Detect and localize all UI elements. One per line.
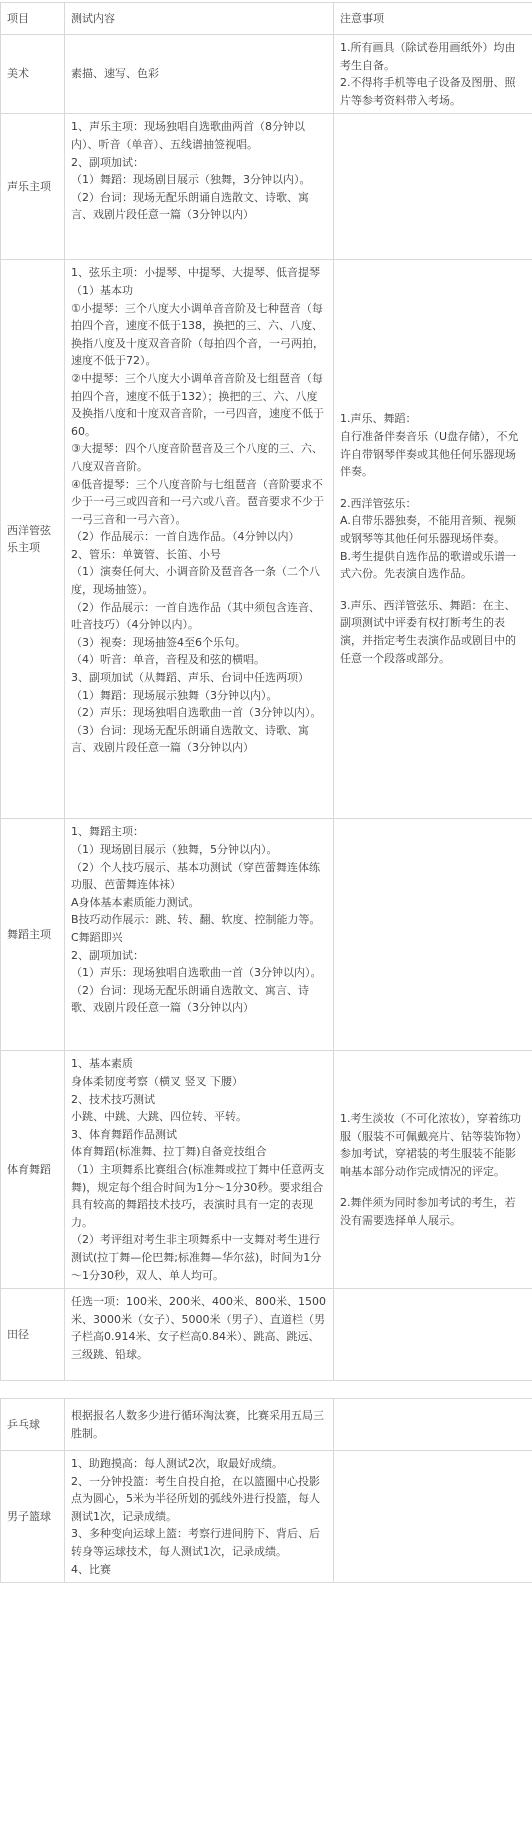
content-line: （2）台词：现场无配乐朗诵自选散文、寓言、诗歌、戏剧片段任意一篇（3分钟以内） xyxy=(71,983,309,1015)
content-cell xyxy=(65,819,334,1051)
subject-cell: 声乐主项 xyxy=(1,114,65,260)
content-line: 1、助跑摸高：每人测试2次，取最好成绩。 xyxy=(71,1457,283,1470)
table-row-art xyxy=(1,35,532,114)
content-line: 2、一分钟投篮：考生自投自抢，在以篮圈中心投影点为圆心，5米为半径所划的弧线外进行投篮，每人测试1次，记录成绩。 xyxy=(71,1474,320,1523)
subject-cell: 体育舞蹈 xyxy=(1,1051,65,1289)
notes-cell xyxy=(334,1289,532,1381)
content-line: （2）作品展示：一首自选作品（其中须包含连音、吐音技巧）（4分钟以内）。 xyxy=(71,600,320,632)
notes-cell xyxy=(334,35,532,114)
note-line: 3.声乐、西洋管弦乐、舞蹈：在主、副项测试中评委有权打断考生的表演，并指定考生表演作品或剧目中的任意一个段落或部分。 xyxy=(340,598,516,665)
content-line: （2）个人技巧展示、基本功测试（穿芭蕾舞连体练功服、芭蕾舞连体袜） xyxy=(71,860,320,892)
content-line: 2、副项加试： xyxy=(71,948,144,962)
note-line: 2.舞伴须为同时参加考试的考生，若没有需要选择单人展示。 xyxy=(340,1196,516,1227)
table-row-table-tennis xyxy=(1,1399,532,1451)
content-line: ①小提琴：三个八度大小调单音音阶及七种琶音（每拍四个音，速度不低于138，换把的三、六、八度、换指八度及十度双音音阶（每拍四个音，一弓两拍，速度不低于72）。 xyxy=(71,301,324,368)
note-line: 1.考生淡妆（不可化浓妆），穿着练功服（服装不可佩戴亮片、钻等装饰物）参加考试，穿裙装的考生服装不能影响基本部分动作完成情况的评定。 xyxy=(340,1111,522,1178)
header-notes: 注意事项 xyxy=(334,3,532,35)
content-line: （1）演奏任何大、小调音阶及琶音各一条（二个八度，现场抽签）。 xyxy=(71,565,320,597)
content-line: ③大提琴：四个八度音阶琶音及三个八度的三、六、八度双音音阶。 xyxy=(71,442,323,473)
exam-requirements-table xyxy=(0,2,532,1381)
table-row-track xyxy=(1,1289,532,1381)
content-cell xyxy=(65,35,334,114)
content-line: 2、技术技巧测试 xyxy=(71,1092,155,1106)
content-cell xyxy=(65,1289,334,1381)
content-line: 身体柔韧度考察（横叉 竖叉 下腰） xyxy=(71,1074,243,1088)
table-row-sport-dance xyxy=(1,1051,532,1289)
notes-cell xyxy=(334,114,532,260)
subject-cell: 美术 xyxy=(1,35,65,114)
content-line: ④低音提琴：三个八度音阶与七组琶音（音阶要求不少于一弓三或四音和一弓六或八音。琶音要求不少于一弓三音和一弓六音）。 xyxy=(71,477,324,526)
note-line: 1.所有画具（除试卷用画纸外）均由考生自备。 xyxy=(340,41,516,72)
notes-cell xyxy=(334,1051,532,1289)
notes-cell xyxy=(334,1399,532,1451)
table-row-vocal xyxy=(1,114,532,260)
content-line: 任选一项：100米、200米、400米、800米、1500米、3000米（女子）、5000米（男子）、直道栏（男子栏高0.914米、女子栏高0.84米）、跳高、跳远、三级跳、铅球。 xyxy=(71,1295,326,1361)
content-line: 根据报名人数多少进行循环淘汰赛，比赛采用五局三胜制。 xyxy=(71,1408,324,1440)
content-line: 小跳、中跳、大跳、四位转、平转。 xyxy=(71,1110,247,1124)
content-line: （1）主项舞系比赛组合(标准舞或拉丁舞中任意两支舞)，规定每个组合时间为1分～1分30秒。要求组合具有较高的舞蹈技术技巧，表演时具有一定的表现力。 xyxy=(71,1162,325,1229)
content-line: 4、比赛 xyxy=(71,1562,111,1576)
table-row-basketball xyxy=(1,1451,532,1583)
subject-cell: 西洋管弦乐主项 xyxy=(1,260,65,819)
table-row-orchestra xyxy=(1,260,532,819)
subject-cell: 男子篮球 xyxy=(1,1451,65,1583)
note-line: 2.不得将手机等电子设备及图册、照片等参考资料带入考场。 xyxy=(340,76,516,107)
content-line: （3）视奏：现场抽签4至6个乐句。 xyxy=(71,635,246,649)
content-line: 2、管乐：单簧管、长笛、小号 xyxy=(71,547,221,561)
content-line: 3、副项加试（从舞蹈、声乐、台词中任选两项） xyxy=(71,671,309,685)
header-subject: 项目 xyxy=(1,3,65,35)
content-line: （4）听音：单音，音程及和弦的横唱。 xyxy=(71,653,265,667)
subject-cell: 舞蹈主项 xyxy=(1,819,65,1051)
content-cell xyxy=(65,114,334,260)
content-cell xyxy=(65,1451,334,1583)
content-cell xyxy=(65,260,334,819)
content-line: 2、副项加试： xyxy=(71,155,144,169)
content-line: B技巧动作展示：跳、转、翻、软度、控制能力等。 xyxy=(71,913,321,927)
content-line: 1、基本素质 xyxy=(71,1057,133,1071)
content-line: 体育舞蹈(标准舞、拉丁舞)自备竞技组合 xyxy=(71,1145,267,1159)
content-line: 1、声乐主项：现场独唱自选歌曲两首（8分钟以内）、听音（单音）、五线谱抽签视唱。 xyxy=(71,120,305,151)
note-line: A.自带乐器独奏，不能用音频、视频或钢琴等其他任何乐器现场伴奏。 xyxy=(340,514,516,545)
note-line: 1.声乐、舞蹈： xyxy=(340,412,417,426)
content-line: （2）作品展示：一首自选作品。（4分钟以内） xyxy=(71,530,300,544)
content-line: （3）台词：现场无配乐朗诵自选散文、诗歌、寓言、戏剧片段任意一篇（3分钟以内） xyxy=(71,723,309,755)
content-line: （1）声乐：现场独唱自选歌曲一首（3分钟以内）。 xyxy=(71,966,322,980)
content-line: （1）现场剧目展示（独舞，5分钟以内）。 xyxy=(71,842,278,856)
content-line: C舞蹈即兴 xyxy=(71,930,123,944)
content-line: （2）声乐：现场独唱自选歌曲一首（3分钟以内）。 xyxy=(71,706,322,720)
notes-cell xyxy=(334,1451,532,1583)
content-line: 3、体育舞蹈作品测试 xyxy=(71,1127,177,1141)
content-line: （1）基本功 xyxy=(71,283,133,297)
content-line: （1）舞蹈：现场展示独舞（3分钟以内）。 xyxy=(71,688,278,702)
notes-cell xyxy=(334,260,532,819)
table-row-dance xyxy=(1,819,532,1051)
content-line: ②中提琴：三个八度大小调单音音阶及七组琶音（每拍四个音，速度不低于132）；换把的三、六、八度及换指八度和十度双音音阶，一弓四音，速度不低于60。 xyxy=(71,371,324,438)
content-line: 素描、速写、色彩 xyxy=(71,67,159,81)
content-line: 3、多种变向运球上篮：考察行进间胯下、背后、后转身等运球技术，每人测试1次，记录成绩。 xyxy=(71,1527,320,1558)
exam-requirements-table-continued xyxy=(0,1398,532,1583)
content-line: （2）考评组对考生非主项舞系中一支舞对考生进行测试(拉丁舞—伦巴舞;标准舞—华尔兹)，时间为1分～1分30秒，双人、单人均可。 xyxy=(71,1233,322,1282)
content-line: A身体基本素质能力测试。 xyxy=(71,895,200,909)
note-line: B.考生提供自选作品的歌谱或乐谱一式六份。先表演自选作品。 xyxy=(340,549,517,581)
table-header-row xyxy=(1,3,532,35)
header-content: 测试内容 xyxy=(65,3,334,35)
note-line: 2.西洋管弦乐： xyxy=(340,496,417,510)
content-line: （1）舞蹈：现场剧目展示（独舞，3分钟以内）。 xyxy=(71,173,311,187)
note-line: 自行准备伴奏音乐（U盘存储），不允许自带钢琴伴奏或其他任何乐器现场伴奏。 xyxy=(340,429,519,479)
subject-cell: 田径 xyxy=(1,1289,65,1381)
subject-cell: 乒乓球 xyxy=(1,1399,65,1451)
content-cell xyxy=(65,1051,334,1289)
content-cell xyxy=(65,1399,334,1451)
content-line: 1、舞蹈主项： xyxy=(71,825,144,839)
content-line: （2）台词：现场无配乐朗诵自选散文、诗歌、寓言、戏剧片段任意一篇（3分钟以内） xyxy=(71,190,309,222)
notes-cell xyxy=(334,819,532,1051)
content-line: 1、弦乐主项：小提琴、中提琴、大提琴、低音提琴 xyxy=(71,266,320,280)
